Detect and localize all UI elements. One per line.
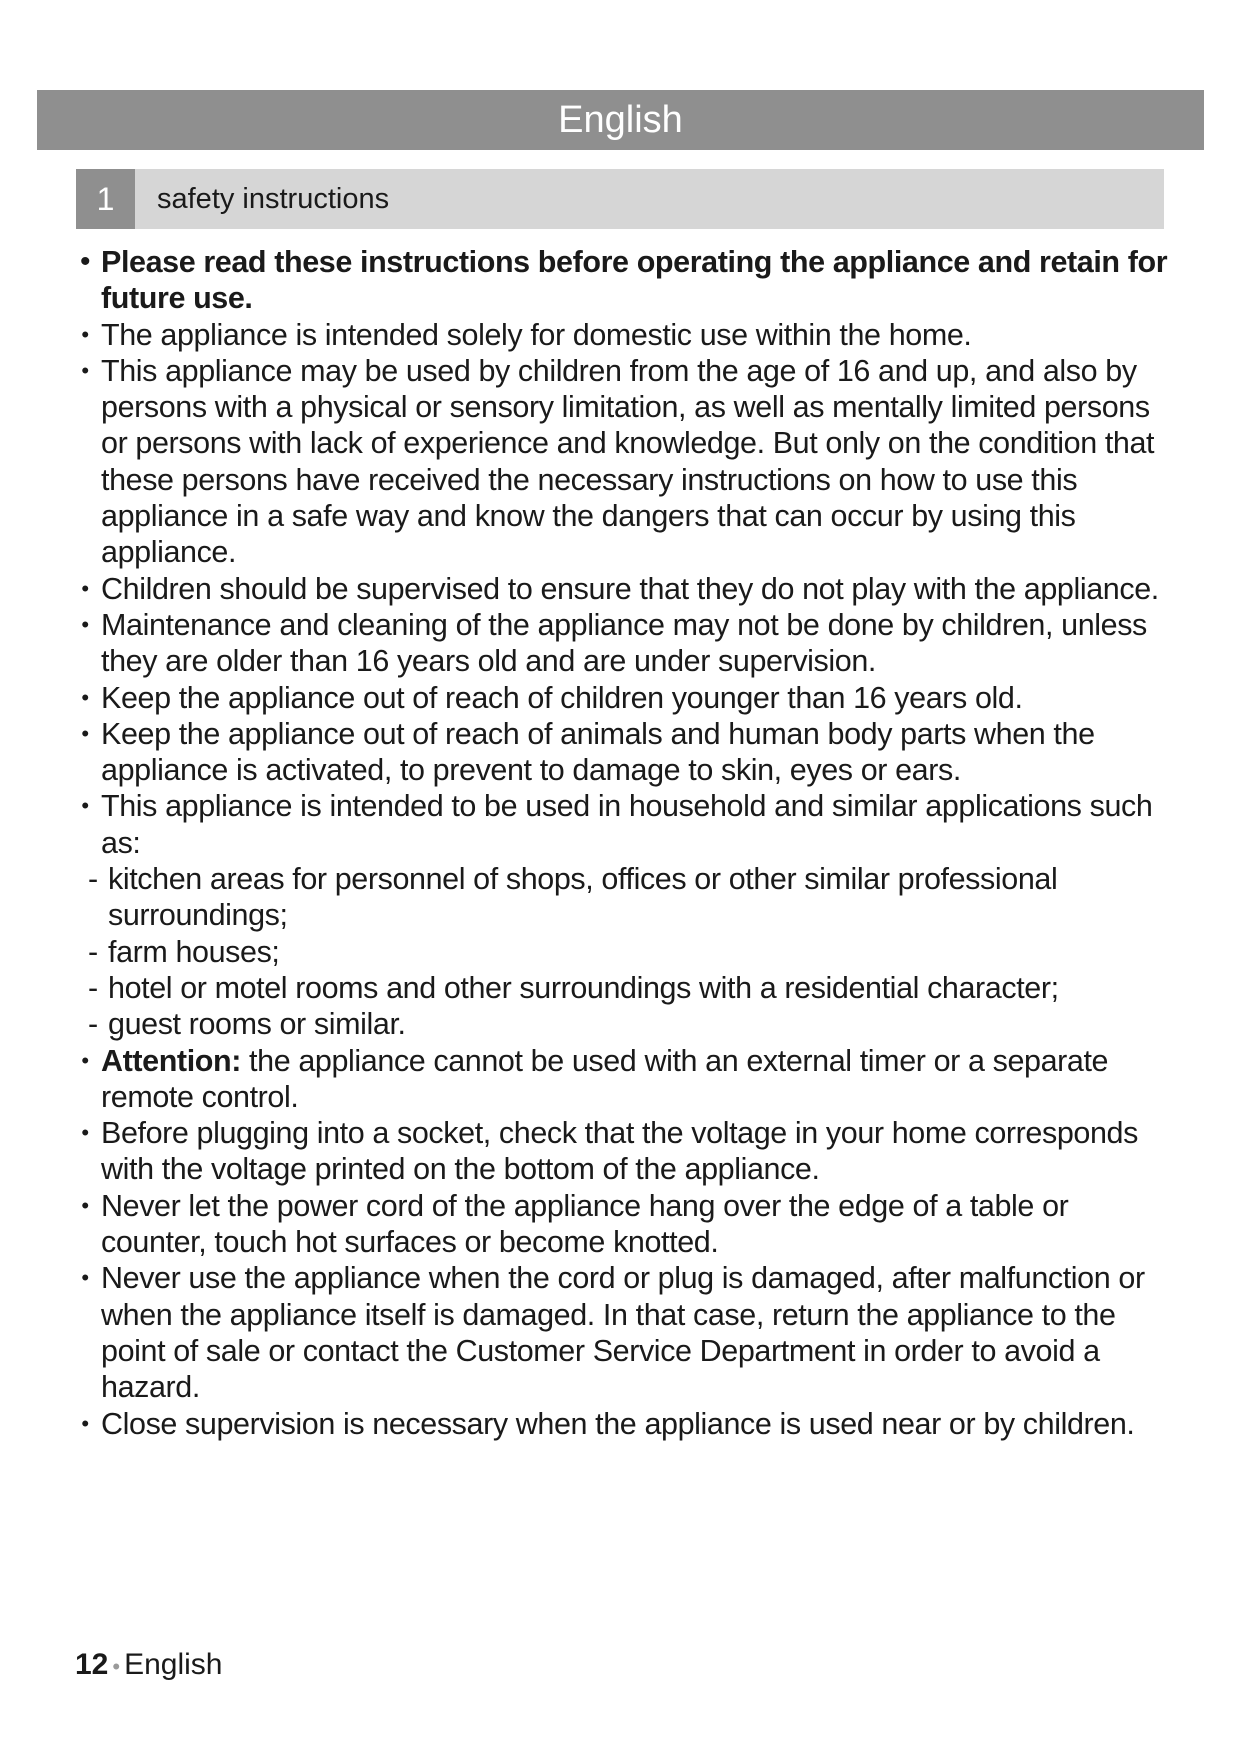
section-number: 1 [76,169,135,229]
list-item-supervised [75,571,1175,607]
list-item-text [101,1044,1108,1114]
bullet-icon: • [81,684,89,710]
list-item-text: Maintenance and cleaning of the appliance may not be done by children, unless they are older than 16 years old and are under supervision. [101,607,1147,679]
attention-text: the appliance cannot be used with an external timer or a separate remote control. [101,1043,1109,1114]
sub-list-item [75,934,1175,970]
bullet-icon: • [79,245,91,278]
page-footer [75,1645,222,1687]
footer-separator: • [112,1654,121,1679]
list-item-text: Keep the appliance out of reach of animals and human body parts when the appliance is activated, to prevent to damage to skin, eyes or ears. [101,716,1095,788]
list-item-close-supervision [75,1406,1175,1442]
list-item-text: Before plugging into a socket, check that the voltage in your home corresponds with the voltage printed on the bottom of the appliance. [101,1116,1138,1187]
sub-list-item [75,1006,1175,1042]
sub-list-item [75,861,1175,934]
sub-list-item [75,970,1175,1006]
bullet-icon: • [81,1192,89,1218]
language-banner: English [37,90,1204,150]
attention-label: Attention: [101,1043,241,1078]
list-item-text: The appliance is intended solely for domestic use within the home. [101,317,972,352]
list-item-reach-children [75,680,1175,716]
safety-instructions-list [75,244,1175,1442]
dash-icon: - [88,934,98,969]
list-item-voltage [75,1115,1175,1188]
bullet-icon: • [81,611,89,637]
bullet-icon: • [81,321,89,347]
section-header [76,169,1164,229]
list-item-domestic [75,317,1175,353]
dash-icon: - [88,1007,98,1042]
bullet-icon: • [81,1265,89,1291]
list-item-attention [75,1043,1175,1116]
list-item-text: Keep the appliance out of reach of children younger than 16 years old. [101,680,1023,715]
bullet-icon: • [81,575,89,601]
sub-list-item-text: farm houses; [108,934,280,969]
dash-icon: - [88,970,98,1005]
page-number: 12 [75,1648,109,1681]
sub-list-item-text: kitchen areas for personnel of shops, offices or other similar professional surroundings; [108,862,1058,933]
list-item-reach-animals [75,716,1175,789]
list-item-text: This appliance may be used by children from the age of 16 and up, and also by persons with a physical or sensory limitation, as well as mentally limited persons or persons with lack of experience and knowledge. But only on the condition that these persons have received the necessary instructions on how to use this appliance in a safe way and know the dangers that can occur by using this appliance. [101,353,1155,570]
dash-icon: - [88,862,98,897]
list-item-text: Children should be supervised to ensure that they do not play with the appliance. [101,571,1159,606]
list-item-intro [75,244,1175,317]
sub-list-item-text: guest rooms or similar. [108,1007,406,1042]
list-item-cord [75,1188,1175,1261]
list-item-damaged [75,1260,1175,1405]
list-item-children-16 [75,353,1175,571]
list-item-text: Please read these instructions before operating the appliance and retain for future use. [101,245,1168,316]
bullet-icon: • [81,1120,89,1146]
sub-list-item-text: hotel or motel rooms and other surroundings with a residential character; [108,970,1059,1005]
bullet-icon: • [81,357,89,383]
list-item-maintenance [75,607,1175,680]
list-item-text: Never let the power cord of the appliance hang over the edge of a table or counter, touch hot surfaces or become knotted. [101,1188,1069,1260]
bullet-icon: • [81,793,89,819]
bullet-icon: • [81,1047,89,1073]
list-item-text: This appliance is intended to be used in household and similar applications such as: [101,789,1153,860]
section-title: safety instructions [157,183,390,215]
footer-language: English [124,1648,223,1681]
bullet-icon: • [81,720,89,746]
list-item-text: Never use the appliance when the cord or plug is damaged, after malfunction or when the appliance itself is damaged. In that case, return the appliance to the point of sale or contact the Customer Service Department in order to avoid a hazard. [101,1261,1145,1405]
list-item-text: Close supervision is necessary when the appliance is used near or by children. [101,1406,1135,1441]
list-item-household [75,788,1175,861]
bullet-icon: • [81,1410,89,1436]
